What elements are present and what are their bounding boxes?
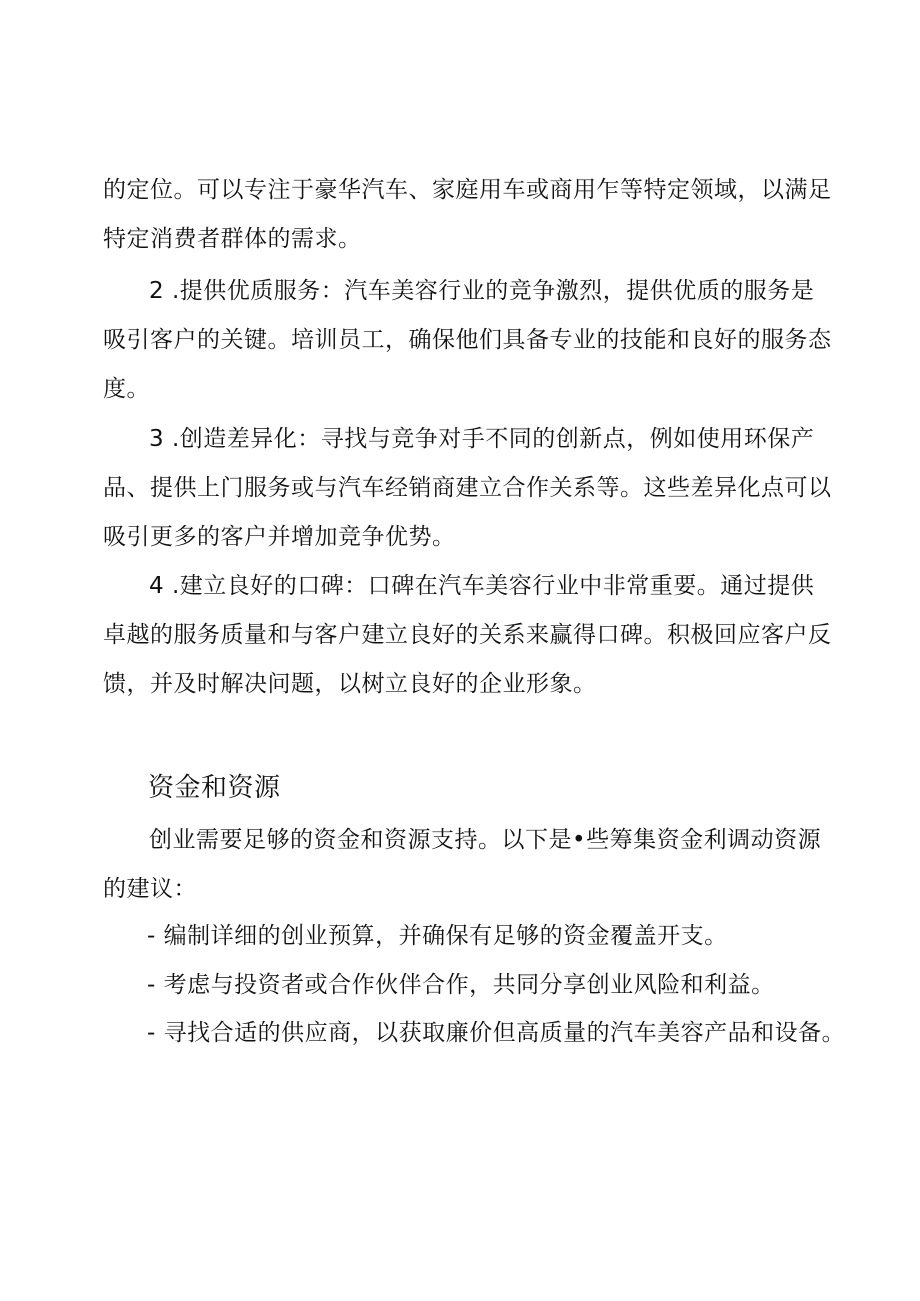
paragraph-line: 特定消费者群体的需求。 (103, 226, 362, 252)
paragraph-line: 创业需要足够的资金和资源支持。以下是•些筹集资金利调动资源 (149, 827, 822, 853)
paragraph-line: 的定位。可以专注于豪华汽车、家庭用车或商用乍等特定领域，以满足 (103, 177, 832, 203)
paragraph-line: 2 .提供优质服务：汽车美容行业的竞争激烈，提供优质的服务是 (149, 278, 815, 304)
paragraph-line: 卓越的服务质量和与客户建立良好的关系来赢得口碑。积极回应客户反 (103, 622, 832, 648)
paragraph-line: 吸引更多的客户并增加竞争优势。 (103, 524, 456, 550)
paragraph-funding-intro (103, 816, 823, 914)
paragraph-line: 馈，并及时解决问题，以树立良好的企业形象。 (103, 671, 597, 697)
paragraph-quality-service (103, 267, 832, 414)
list-item-investors: - 考虑与投资者或合作伙伴合作，共同分享创业风险和利益。 (147, 972, 775, 998)
paragraph-differentiation (103, 415, 832, 562)
paragraph-line: 的建议： (103, 876, 197, 902)
list-item-budget: - 编制详细的创业预算，并确保有足够的资金覆盖开支。 (147, 923, 728, 949)
paragraph-positioning-continued (103, 166, 832, 264)
paragraph-line: 吸引客户的关键。培训员工，确保他们具备专业的技能和良好的服务态 (103, 327, 832, 353)
paragraph-line: 品、提供上门服务或与汽车经销商建立合作关系等。这些差异化点可以 (103, 475, 832, 501)
paragraph-line: 度。 (103, 376, 150, 402)
paragraph-line: 3 .创造差异化：寻找与竞争对手不同的创新点，例如使用环保产 (149, 426, 815, 452)
section-heading: 资金和资源 (148, 773, 281, 803)
paragraph-reputation (103, 562, 832, 709)
paragraph-line: 4 .建立良好的口碑：口碑在汽车美容行业中非常重要。通过提供 (149, 573, 815, 599)
list-item-suppliers: - 寻找合适的供应商，以获取廉价但高质量的汽车美容产品和设备。 (147, 1020, 846, 1046)
